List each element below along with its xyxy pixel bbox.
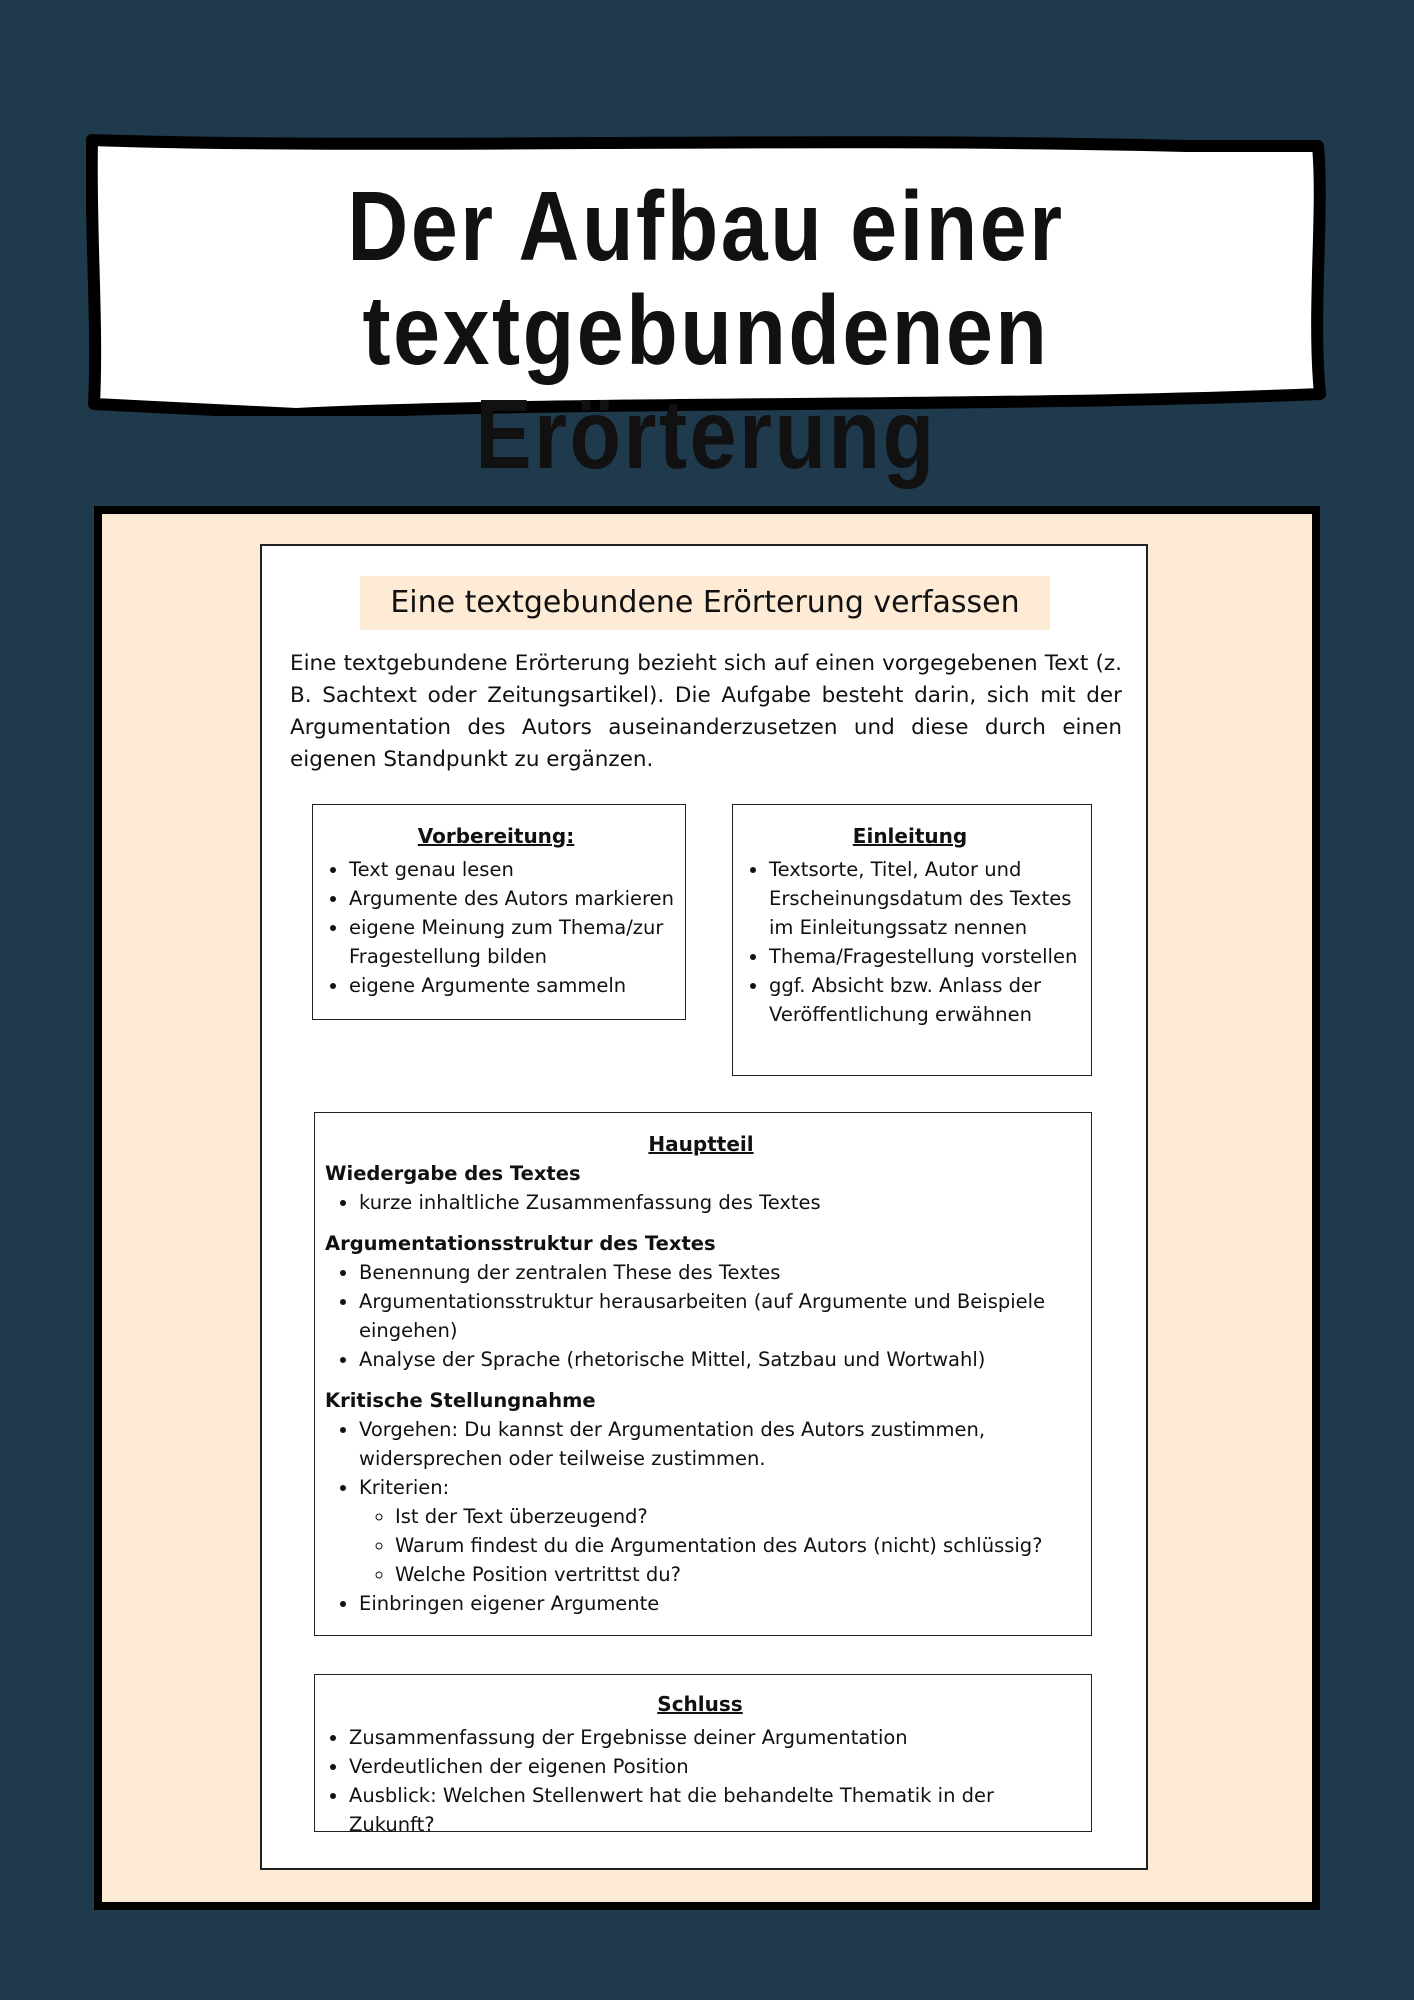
list-item: ◦ Ist der Text überzeugend? <box>395 1502 1077 1531</box>
list-item: • Zusammenfassung der Ergebnisse deiner Argumentation <box>349 1723 1085 1752</box>
stellungnahme-list <box>325 1415 1077 1618</box>
list-item: ◦ Welche Position vertrittst du? <box>395 1560 1077 1589</box>
box-einleitung <box>732 804 1092 1076</box>
kriterien-list <box>359 1502 1077 1589</box>
list-item: • kurze inhaltliche Zusammenfassung des Textes <box>359 1188 1077 1217</box>
intro-paragraph: Eine textgebundene Erörterung bezieht sich auf einen vorgegebenen Text (z. B. Sachtext oder Zeitungsartikel). Die Aufgabe besteht darin, sich mit der Argumentation des Autors auseinanderzusetzen und diese durch einen eigenen Standpunkt zu ergänzen. <box>290 651 1122 772</box>
box-hauptteil <box>314 1112 1092 1636</box>
box-schluss <box>314 1674 1092 1836</box>
title-line-2: textgebundenen Erörterung <box>362 275 1050 489</box>
list-item: • Textsorte, Titel, Autor und Erscheinungsdatum des Textes im Einleitungssatz nennen <box>769 855 1083 942</box>
list-item: • Argumentationsstruktur herausarbeiten (auf Argumente und Beispiele eingehen) <box>359 1287 1077 1345</box>
schluss-heading: Schluss <box>657 1692 743 1716</box>
list-item: • Analyse der Sprache (rhetorische Mittel, Satzbau und Wortwahl) <box>359 1345 1077 1374</box>
vorbereitung-list <box>317 855 675 1000</box>
schluss-list <box>315 1723 1085 1839</box>
wiedergabe-heading: Wiedergabe des Textes <box>325 1162 581 1185</box>
einleitung-heading: Einleitung <box>852 824 968 848</box>
list-item: • Einbringen eigener Argumente <box>359 1589 1077 1618</box>
list-item <box>359 1473 1077 1589</box>
list-item: • Argumente des Autors markieren <box>349 884 675 913</box>
wiedergabe-list <box>325 1188 1077 1217</box>
vorbereitung-heading: Vorbereitung: <box>417 824 575 848</box>
kriterien-label: Kriterien: <box>359 1476 450 1499</box>
stellungnahme-heading: Kritische Stellungnahme <box>325 1389 596 1412</box>
list-item: • eigene Meinung zum Thema/zur Fragestellung bilden <box>349 913 675 971</box>
struktur-list <box>325 1258 1077 1374</box>
list-item: • ggf. Absicht bzw. Anlass der Veröffentlichung erwähnen <box>769 971 1083 1029</box>
list-item: ◦ Warum findest du die Argumentation des Autors (nicht) schlüssig? <box>395 1531 1077 1560</box>
list-item: • Ausblick: Welchen Stellenwert hat die behandelte Thematik in der Zukunft? <box>349 1781 1085 1839</box>
title-banner <box>86 132 1326 489</box>
title-line-1: Der Aufbau einer <box>347 171 1065 281</box>
list-item: • Vorgehen: Du kannst der Argumentation des Autors zustimmen, widersprechen oder teilweise zustimmen. <box>359 1415 1077 1473</box>
list-item: • Thema/Fragestellung vorstellen <box>769 942 1083 971</box>
struktur-heading: Argumentationsstruktur des Textes <box>325 1232 716 1255</box>
list-item: • Text genau lesen <box>349 855 675 884</box>
page-title <box>173 171 1239 489</box>
hauptteil-heading: Hauptteil <box>648 1132 754 1156</box>
einleitung-list <box>737 855 1083 1029</box>
list-item: • eigene Argumente sammeln <box>349 971 675 1000</box>
list-item: • Benennung der zentralen These des Textes <box>359 1258 1077 1287</box>
box-vorbereitung <box>312 804 686 1020</box>
worksheet-title: Eine textgebundene Erörterung verfassen <box>360 576 1050 630</box>
list-item: • Verdeutlichen der eigenen Position <box>349 1752 1085 1781</box>
